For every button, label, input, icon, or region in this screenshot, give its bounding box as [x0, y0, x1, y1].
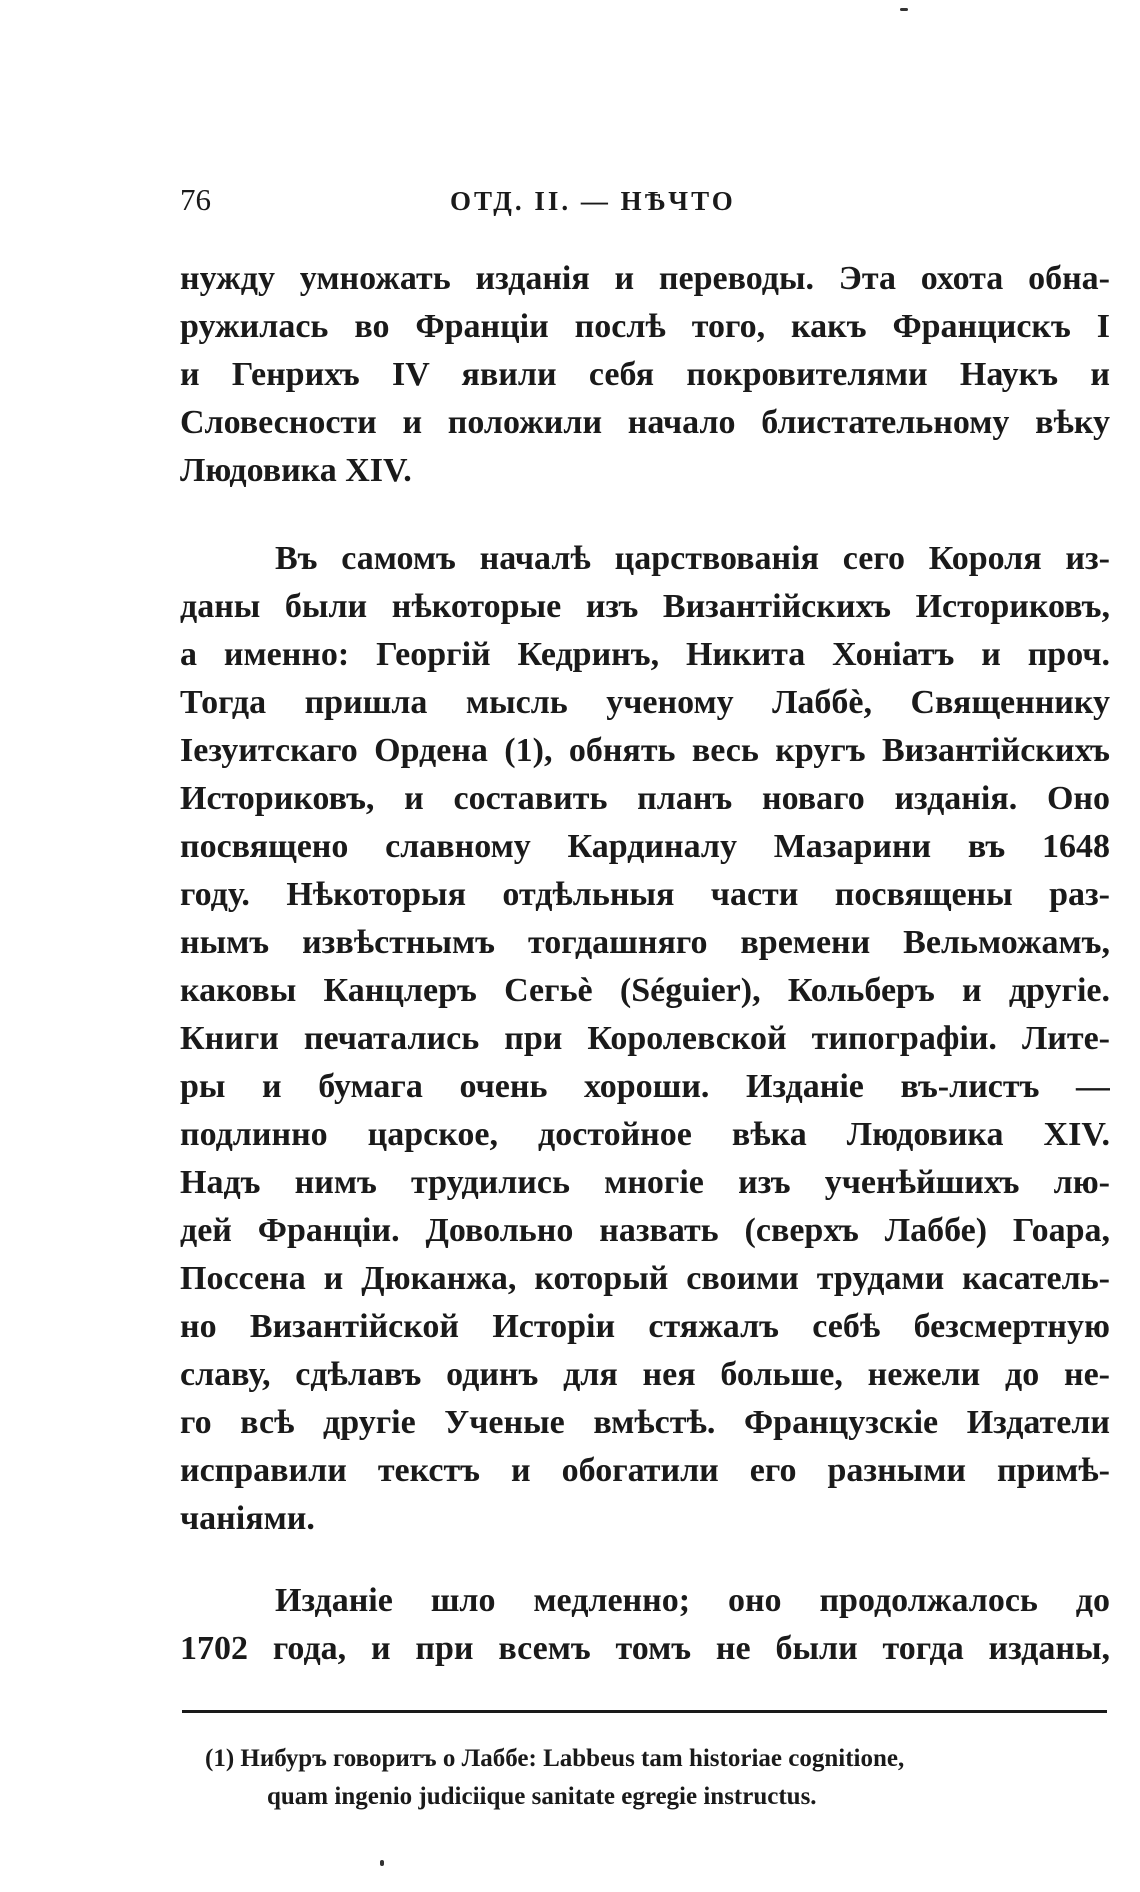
- text-line: каковы Канцлеръ Сегьѐ (Séguier), Кольберъ и другіе.: [180, 972, 1110, 1009]
- text-line: подлинно царское, достойное вѣка Людовика XIV.: [180, 1116, 1110, 1153]
- text-line: Людовика XIV.: [180, 452, 412, 489]
- text-line: Надъ нимъ трудились многіе изъ ученѣйшихъ лю-: [180, 1164, 1110, 1201]
- page-number: 76: [180, 182, 211, 217]
- text-line: и Генрихъ IV явили себя покровителями Наукъ и: [180, 356, 1110, 393]
- running-head: [180, 182, 1110, 232]
- text-line: Іезуитскаго Ордена (1), обнять весь кругъ Византійскихъ: [180, 732, 1110, 769]
- text-line: Историковъ, и составить планъ новаго изданія. Оно: [180, 780, 1110, 817]
- text-line: нужду умножать изданія и переводы. Эта охота обна-: [180, 260, 1110, 297]
- text-line: году. Нѣкоторыя отдѣльныя части посвящены раз-: [180, 876, 1110, 913]
- running-head-title: ОТД. II. — НѢЧТО: [450, 186, 736, 216]
- text-line: исправили текстъ и обогатили его разными примѣ-: [180, 1452, 1110, 1489]
- text-line: ружилась во Франціи послѣ того, какъ Францискъ I: [180, 308, 1110, 345]
- text-line: но Византійской Исторіи стяжалъ себѣ безсмертную: [180, 1308, 1110, 1345]
- text-line: Тогда пришла мысль ученому Лаббѐ, Священнику: [180, 684, 1110, 721]
- text-line: нымъ извѣстнымъ тогдашняго времени Вельможамъ,: [180, 924, 1110, 961]
- text-line: Поссена и Дюканжа, который своими трудами касатель-: [180, 1260, 1110, 1297]
- text-line: го всѣ другіе Ученые вмѣстѣ. Французскіе Издатели: [180, 1404, 1110, 1441]
- text-line: чаніями.: [180, 1500, 315, 1537]
- print-speck: [380, 1860, 384, 1866]
- footnote-divider: [182, 1710, 1107, 1713]
- text-line: посвящено славному Кардиналу Мазарини въ 1648: [180, 828, 1110, 865]
- paragraph-1: [180, 255, 1110, 495]
- text-line: 1702 года, и при всемъ томъ не были тогда изданы,: [180, 1630, 1110, 1667]
- text-line: Изданіе шло медленно; оно продолжалось до: [275, 1582, 1110, 1619]
- text-line: славу, сдѣлавъ одинъ для нея больше, нежели до не-: [180, 1356, 1110, 1393]
- text-line: Въ самомъ началѣ царствованія сего Короля из-: [275, 540, 1110, 577]
- text-line: Словесности и положили начало блистательному вѣку: [180, 404, 1110, 441]
- text-line: Книги печатались при Королевской типографіи. Литe-: [180, 1020, 1110, 1057]
- text-line: ры и бумага очень хороши. Изданіе въ-листъ —: [180, 1068, 1110, 1105]
- text-line: даны были нѣкоторые изъ Византійскихъ Историковъ,: [180, 588, 1110, 625]
- footnote-line: quam ingenio judiciique sanitate egregie instructus.: [267, 1783, 817, 1810]
- footnote-line: (1) Нибуръ говоритъ о Лаббе: Labbeus tam historiae cognitione,: [205, 1745, 905, 1772]
- text-line: а именно: Георгій Кедринъ, Никита Хоніатъ и проч.: [180, 636, 1110, 673]
- text-line: дей Франціи. Довольно назвать (сверхъ Лаббе) Гоара,: [180, 1212, 1110, 1249]
- footnote: [205, 1740, 1105, 1816]
- print-speck: [900, 8, 908, 11]
- paragraph-3: [180, 1577, 1110, 1673]
- paragraph-2: [180, 535, 1110, 1543]
